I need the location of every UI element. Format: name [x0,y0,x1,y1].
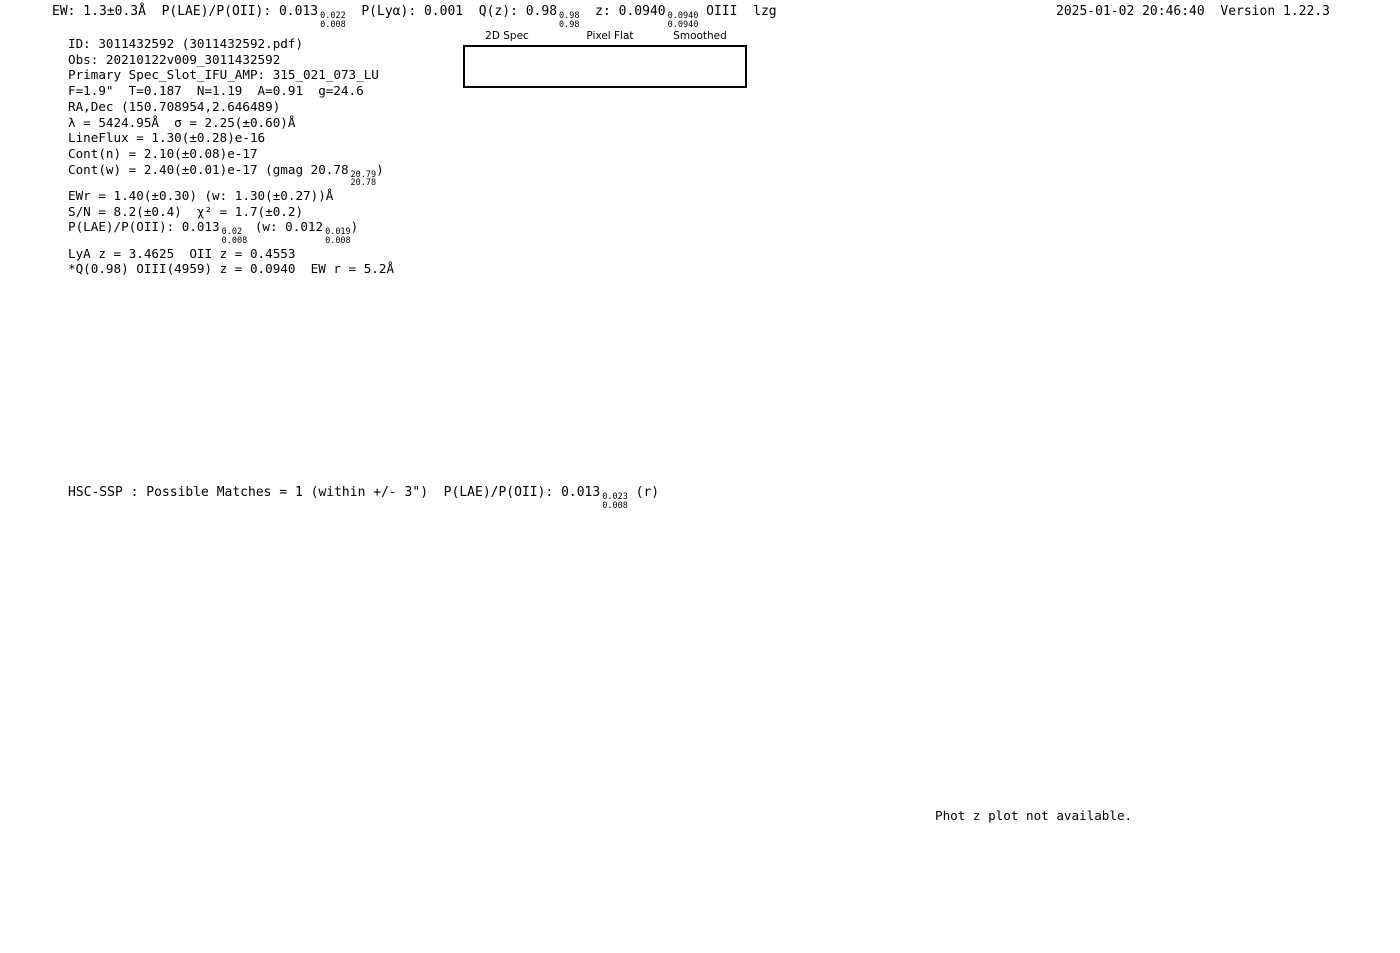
text-segment: RA,Dec (150.708954,2.646489) [68,98,281,114]
stacked-uncertainty [325,228,351,245]
text-segment: z: 0.0940 [579,4,666,19]
text-segment: HSC-SSP : Possible Matches = 1 (within +/- 3") P(LAE)/P(OII): 0.013 [68,485,601,500]
text-segment: Obs: 20210122v009_3011432592 [68,51,281,67]
spec2d-panel [440,30,800,252]
info-line-2 [68,52,394,68]
text-segment: P(Lyα): 0.001 Q(z): 0.98 [345,4,558,19]
stacked-uncertainty [559,12,579,29]
svg-defs [0,0,1,1]
text-segment: ) [376,161,384,177]
text-segment: Cont(w) = 2.40(±0.01)e-17 (gmag 20.78 [68,161,349,177]
photz-note: Phot z plot not available. [935,808,1133,823]
stack-value: 0.008 [320,19,346,30]
info-line-1 [68,36,394,52]
text-segment: ) [350,219,359,235]
stack-value: 0.008 [325,236,351,246]
info-line-4 [68,83,394,99]
stack-value: 0.019 [325,227,351,238]
info-line-5 [68,99,394,115]
stack-value: 0.0940 [667,11,699,21]
info-line-8 [68,146,394,162]
text-segment: P(LAE)/P(OII): 0.013 [68,219,220,235]
stack-value: 20.78 [350,178,377,189]
stacked-uncertainty [320,12,346,29]
header-summary-line [52,4,777,29]
header-timestamp [1056,4,1330,19]
info-line-11 [68,204,394,220]
weighted-sum-row [463,45,747,88]
spec2d-column-title: Smoothed [673,30,727,42]
stack-value: 0.0940 [667,19,699,30]
stack-value: 0.008 [221,236,248,246]
text-segment: Cont(n) = 2.10(±0.08)e-17 [68,145,258,161]
text-segment: EWr = 1.40(±0.30) (w: 1.30(±0.27))Å [68,187,334,203]
text-segment: LyA z = 3.4625 OII z = 0.4553 [68,245,296,261]
text-segment: *Q(0.98) OIII(4959) z = 0.0940 EW r = 5.2Å [68,261,395,277]
stack-value: 0.98 [559,19,580,30]
version-label: Version 1.22.3 [1220,4,1330,19]
spec2d-column-title: 2D Spec [485,30,529,42]
text-segment: S/N = 8.2(±0.4) χ² = 1.7(±0.2) [68,203,304,219]
header-spacer [1205,4,1221,19]
info-line-12 [68,219,394,245]
sky-panels [820,33,1020,243]
info-line-3 [68,67,394,83]
cutout-row [0,505,1400,735]
text-segment: LineFlux = 1.30(±0.28)e-16 [68,130,266,146]
stack-value: 0.02 [221,227,243,238]
text-segment: Primary Spec_Slot_IFU_AMP: 315_021_073_LU [68,67,379,83]
info-line-13 [68,246,394,262]
text-segment: λ = 5424.95Å σ = 2.25(±0.60)Å [68,114,296,130]
stack-value: 0.008 [602,500,628,511]
stacked-uncertainty [668,12,699,29]
text-segment: OIII lzg [698,4,777,19]
text-segment: (w: 0.012 [247,219,324,235]
stack-value: 0.023 [602,492,628,502]
text-segment: F=1.9" T=0.187 N=1.19 A=0.91 g=24.6 [68,83,364,99]
info-block [68,36,394,277]
info-line-9 [68,162,394,188]
stack-value: 0.98 [559,11,580,21]
info-line-10 [68,188,394,204]
info-line-6 [68,115,394,131]
info-line-7 [68,130,394,146]
spec2d-column-title: Pixel Flat [586,30,634,42]
stacked-uncertainty [351,171,377,188]
stacked-uncertainty [222,228,248,245]
stack-value: 0.022 [320,11,346,21]
text-segment: ID: 3011432592 (3011432592.pdf) [68,36,304,51]
timestamp: 2025-01-02 20:46:40 [1056,4,1205,19]
text-segment: (r) [627,485,660,500]
info-line-14 [68,261,394,277]
text-segment: EW: 1.3±0.3Å P(LAE)/P(OII): 0.013 [52,4,319,19]
stack-value: 20.79 [350,169,377,180]
